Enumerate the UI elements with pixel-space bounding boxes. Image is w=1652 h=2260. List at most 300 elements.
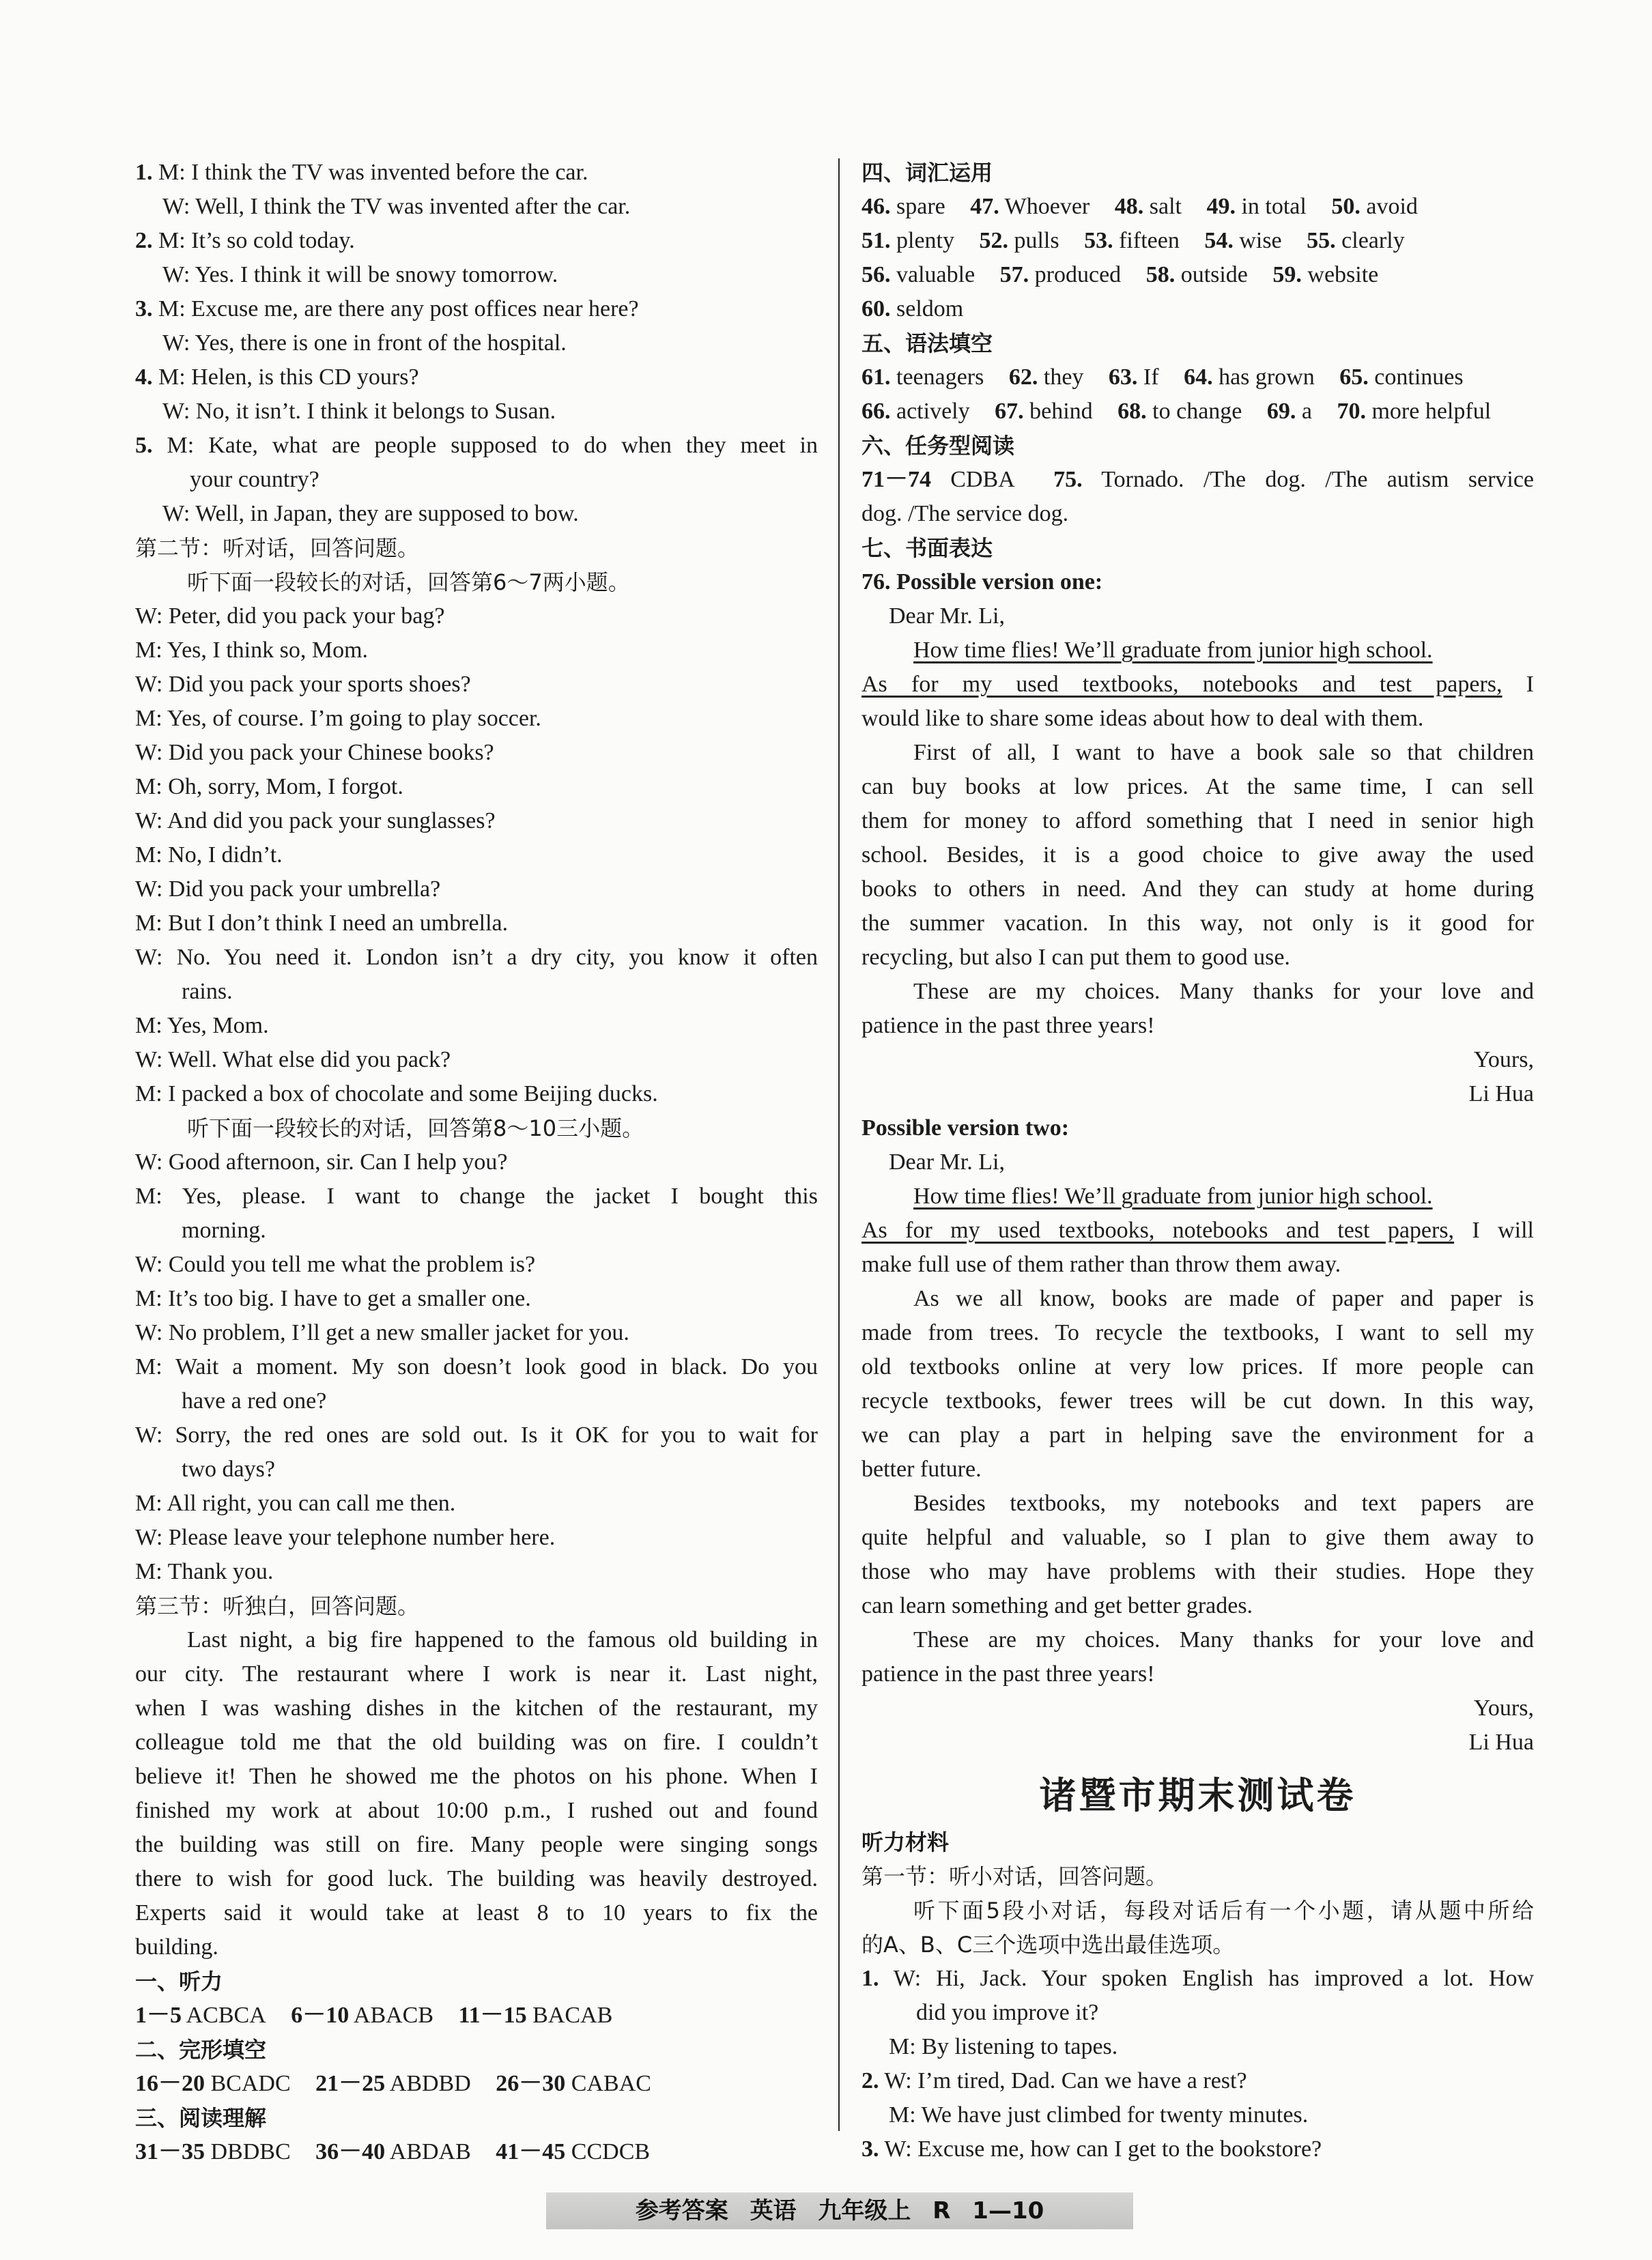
line-text: two days?: [182, 1457, 275, 1482]
answer-value: If: [1143, 364, 1159, 390]
answer-item: [496, 2071, 651, 2096]
answer-item: [1337, 399, 1491, 424]
text-line: [861, 1043, 1534, 1077]
text-line: [861, 1893, 1534, 1928]
line-text: 六、任务型阅读: [861, 433, 1015, 459]
answer-item: [1053, 467, 1534, 492]
text-line: [861, 804, 1534, 838]
answer-number: 49.: [1206, 194, 1236, 219]
answer-number: 36－40: [315, 2139, 386, 2164]
text-line: [135, 1726, 818, 1760]
answer-number: 75.: [1053, 467, 1083, 492]
text-line: [135, 1282, 818, 1316]
text-line: [861, 565, 1534, 599]
left-column: [135, 156, 818, 2169]
answer-item: [861, 467, 1015, 492]
text-line: [861, 770, 1534, 804]
answer-number: 67.: [995, 399, 1024, 424]
line-text: school. Besides, it is a good choice to give away the used: [861, 842, 1534, 868]
answer-value: salt: [1149, 194, 1182, 219]
answer-item: [1184, 364, 1315, 390]
text-line: [135, 1009, 818, 1043]
answer-number: 58.: [1145, 262, 1176, 287]
section-heading: [135, 1964, 818, 1999]
line-text: Possible version two:: [861, 1115, 1070, 1141]
section-heading: [861, 326, 1534, 360]
answer-value: plenty: [896, 228, 954, 253]
text-line: [135, 1760, 818, 1794]
answer-item: [1117, 399, 1242, 424]
answer-row: [861, 395, 1534, 429]
text-line: [861, 1657, 1534, 1691]
answer-item: [861, 228, 954, 253]
line-tail: I will: [1454, 1218, 1534, 1243]
answer-number: 64.: [1184, 364, 1213, 390]
answer-value: fifteen: [1119, 228, 1180, 253]
line-text: believe it! Then he showed me the photos on his phone. When I: [135, 1764, 818, 1789]
line-text: W: Well, I think the TV was invented after the car.: [162, 194, 631, 219]
answer-row: [135, 2067, 818, 2101]
line-text: our city. The restaurant where I work is near it. Last night,: [135, 1661, 818, 1687]
text-line: [135, 1862, 818, 1896]
answer-item: [1115, 194, 1182, 219]
text-line: [135, 1316, 818, 1350]
text-line: [135, 1589, 818, 1623]
line-tail: I: [1502, 672, 1534, 697]
line-text: 76. Possible version one:: [861, 569, 1103, 595]
line-text: W: Did you pack your sports shoes?: [135, 672, 471, 697]
line-text: M: No, I didn’t.: [135, 842, 283, 868]
line-text: M: Yes, of course. I’m going to play soccer.: [135, 706, 541, 731]
answer-item: [861, 296, 963, 321]
line-text: M: Kate, what are people supposed to do when they meet in: [167, 433, 818, 458]
line-text: M: It’s too big. I have to get a smaller one.: [135, 1286, 531, 1311]
item-number: 5.: [135, 433, 153, 458]
text-line: [135, 156, 818, 190]
line-text: morning.: [182, 1218, 266, 1243]
text-line: [861, 1350, 1534, 1384]
line-text: W: Excuse me, how can I get to the bookstore?: [884, 2136, 1322, 2162]
line-text: As for my used textbooks, notebooks and test papers,: [861, 1218, 1455, 1243]
answer-value: pulls: [1014, 228, 1059, 253]
answer-value: ABACB: [353, 2003, 434, 2028]
line-text: 听下面一段较长的对话，回答第6～7两小题。: [187, 569, 630, 595]
answer-item: [1000, 262, 1122, 287]
line-text: W: And did you pack your sunglasses?: [135, 808, 496, 833]
line-text: Last night, a big fire happened to the famous old building in: [187, 1627, 818, 1653]
text-line: [135, 463, 818, 497]
answer-number: 69.: [1266, 399, 1296, 424]
answer-item: [861, 399, 970, 424]
answer-item: [861, 194, 945, 219]
answer-number: 31－35: [135, 2139, 205, 2164]
answer-number: 11－15: [458, 2003, 527, 2028]
line-text: patience in the past three years!: [861, 1013, 1155, 1038]
answer-row: [135, 1999, 818, 2033]
text-line: [861, 1009, 1534, 1043]
text-line: [135, 190, 818, 224]
line-text: we can play a part in helping save the environment for a: [861, 1422, 1534, 1448]
answer-value: ABDAB: [389, 2139, 471, 2164]
text-line: [135, 1623, 818, 1657]
answer-number: 50.: [1331, 194, 1361, 219]
line-text: 四、词汇运用: [861, 160, 993, 186]
text-line: [135, 770, 818, 804]
answer-number: 51.: [861, 228, 891, 253]
line-text: How time flies! We’ll graduate from junior high school.: [913, 638, 1433, 663]
item-number: 1.: [861, 1966, 879, 1991]
line-text: As we all know, books are made of paper and paper is: [913, 1286, 1534, 1311]
answer-value: behind: [1029, 399, 1093, 424]
line-text: would like to share some ideas about how to deal with them.: [861, 706, 1424, 731]
answer-item: [1109, 364, 1159, 390]
answer-value: valuable: [896, 262, 975, 287]
line-text: them for money to afford something that I need in senior high: [861, 808, 1534, 833]
answer-number: 65.: [1339, 364, 1369, 390]
answer-number: 54.: [1204, 228, 1234, 253]
text-line: [135, 1179, 818, 1214]
answer-item: [861, 262, 975, 287]
item-number: 3.: [861, 2136, 879, 2162]
text-line: [135, 258, 818, 292]
answer-row: [861, 360, 1534, 395]
answer-item: [979, 228, 1059, 253]
text-line: [135, 1555, 818, 1589]
line-text: Li Hua: [1468, 1730, 1534, 1755]
answer-row: [861, 292, 1534, 326]
line-text: patience in the past three years!: [861, 1661, 1155, 1687]
line-text: those who may have problems with their studies. Hope they: [861, 1559, 1534, 1584]
text-line: [135, 736, 818, 770]
text-line: [861, 1248, 1534, 1282]
text-line: [861, 1145, 1534, 1179]
line-text: M: I packed a box of chocolate and some Beijing ducks.: [135, 1081, 658, 1106]
answer-number: 55.: [1307, 228, 1336, 253]
line-text: W: Well, in Japan, they are supposed to bow.: [162, 501, 579, 526]
answer-value: outside: [1180, 262, 1248, 287]
text-line: [135, 395, 818, 429]
text-line: [861, 497, 1534, 531]
answer-item: [496, 2139, 650, 2164]
line-text: W: Good afternoon, sir. Can I help you?: [135, 1149, 508, 1175]
text-line: [135, 1691, 818, 1726]
answer-value: CABAC: [571, 2071, 651, 2096]
answer-number: 1－5: [135, 2003, 182, 2028]
text-line: [135, 668, 818, 702]
answer-number: 56.: [861, 262, 891, 287]
answer-item: [315, 2139, 471, 2164]
line-text: 第三节：听独白，回答问题。: [135, 1593, 420, 1619]
item-number: 2.: [135, 228, 153, 253]
line-text: W: I’m tired, Dad. Can we have a rest?: [884, 2068, 1247, 2093]
line-text: M: Yes, Mom.: [135, 1013, 269, 1038]
text-line: [135, 360, 818, 395]
answer-row: [861, 258, 1534, 292]
item-number: 3.: [135, 296, 153, 321]
answer-item: [1204, 228, 1281, 253]
answer-value: BACAB: [532, 2003, 613, 2028]
line-text: W: Well. What else did you pack?: [135, 1047, 451, 1072]
line-text: M: Wait a moment. My son doesn’t look good in black. Do you: [135, 1354, 818, 1379]
line-text: have a red one?: [182, 1388, 327, 1414]
line-text: W: No. You need it. London isn’t a dry city, you know it often: [135, 945, 818, 970]
text-line: [135, 1248, 818, 1282]
line-text: Yours,: [1473, 1047, 1534, 1072]
text-line: [861, 1859, 1534, 1893]
line-text: dog. /The service dog.: [861, 501, 1069, 526]
answer-number: 70.: [1337, 399, 1366, 424]
answer-item: [135, 2003, 266, 2028]
answer-item: [861, 364, 984, 390]
text-line: [135, 1453, 818, 1487]
answer-number: 57.: [999, 262, 1029, 287]
text-line: [135, 1111, 818, 1145]
text-line: [861, 599, 1534, 633]
line-text: your country?: [190, 467, 319, 492]
answer-value: spare: [896, 194, 945, 219]
answer-number: 62.: [1008, 364, 1038, 390]
answer-value: Tornado. /The dog. /The autism service: [1101, 467, 1535, 492]
answer-number: 6－10: [291, 2003, 350, 2028]
line-text: recycling, but also I can put them to good use.: [861, 945, 1290, 970]
answer-item: [1331, 194, 1418, 219]
line-text: M: All right, you can call me then.: [135, 1491, 456, 1516]
text-line: [861, 1282, 1534, 1316]
text-line: [135, 224, 818, 258]
answer-value: teenagers: [896, 364, 984, 390]
line-text: Li Hua: [1468, 1081, 1534, 1106]
answer-value: BCADC: [210, 2071, 291, 2096]
line-text: W: No problem, I’ll get a new smaller jacket for you.: [135, 1320, 629, 1345]
text-line: [861, 872, 1534, 906]
text-line: [861, 1691, 1534, 1726]
answer-item: [1267, 399, 1312, 424]
text-line: [135, 702, 818, 736]
footer-grade: 九年级上: [818, 2197, 911, 2225]
footer-page: 1—10: [972, 2197, 1044, 2225]
line-text: when I was washing dishes in the kitchen of the restaurant, my: [135, 1696, 818, 1721]
text-line: [135, 1794, 818, 1828]
answer-value: they: [1043, 364, 1084, 390]
section-heading: [861, 531, 1534, 565]
answer-number: 41－45: [496, 2139, 566, 2164]
text-line: [135, 1487, 818, 1521]
line-text: colleague told me that the old building was on fire. I couldn’t: [135, 1730, 818, 1755]
answer-value: has grown: [1219, 364, 1315, 390]
footer-label: 参考答案: [635, 2197, 728, 2225]
text-line: [135, 565, 818, 599]
text-line: [861, 1589, 1534, 1623]
answer-number: 21－25: [315, 2071, 386, 2096]
line-text: M: Oh, sorry, Mom, I forgot.: [135, 774, 403, 799]
line-text: the building was still on fire. Many people were singing songs: [135, 1832, 818, 1857]
line-text: 听下面一段较长的对话，回答第8～10三小题。: [187, 1115, 644, 1141]
line-text: How time flies! We’ll graduate from junior high school.: [913, 1184, 1433, 1209]
answer-value: more helpful: [1371, 399, 1492, 424]
line-text: W: Yes, there is one in front of the hospital.: [162, 330, 567, 356]
line-text: 五、语法填空: [861, 330, 993, 356]
line-text: W: Did you pack your umbrella?: [135, 876, 441, 902]
text-line: [861, 2098, 1534, 2132]
line-text: W: Could you tell me what the problem is?: [135, 1252, 536, 1277]
text-line: [861, 668, 1534, 702]
line-text: W: Yes. I think it will be snowy tomorrow.: [162, 262, 558, 287]
line-text: 三、阅读理解: [135, 2105, 267, 2131]
column-divider: [838, 158, 840, 2131]
line-text: W: Peter, did you pack your bag?: [135, 603, 445, 629]
answer-value: continues: [1374, 364, 1464, 390]
answer-item: [1307, 228, 1405, 253]
answer-value: a: [1301, 399, 1312, 424]
line-text: can learn something and get better grades.: [861, 1593, 1253, 1618]
line-text: First of all, I want to have a book sale so that children: [913, 740, 1534, 765]
item-number: 4.: [135, 364, 153, 390]
line-text: M: Excuse me, are there any post offices near here?: [158, 296, 639, 321]
text-line: [135, 599, 818, 633]
section-heading: [861, 1825, 1534, 1859]
answer-number: 16－20: [135, 2071, 205, 2096]
text-line: [135, 1896, 818, 1930]
footer-bar: [546, 2192, 1133, 2229]
answer-value: Whoever: [1004, 194, 1090, 219]
section-heading: [861, 156, 1534, 190]
line-text: M: Yes, I think so, Mom.: [135, 638, 369, 663]
line-text: 第二节：听对话，回答问题。: [135, 535, 420, 561]
line-text: These are my choices. Many thanks for your love and: [913, 1627, 1534, 1653]
answer-value: produced: [1034, 262, 1122, 287]
text-line: [861, 1077, 1534, 1111]
answer-value: to change: [1152, 399, 1242, 424]
answer-item: [291, 2003, 433, 2028]
text-line: [135, 1214, 818, 1248]
text-line: [135, 429, 818, 463]
text-line: [861, 1418, 1534, 1453]
text-line: [135, 906, 818, 941]
line-text: rains.: [182, 979, 233, 1004]
text-line: [861, 1453, 1534, 1487]
text-line: [861, 906, 1534, 941]
line-text: M: Yes, please. I want to change the jacket I bought this: [135, 1184, 818, 1209]
text-line: [861, 736, 1534, 770]
answer-value: clearly: [1341, 228, 1405, 253]
text-line: [135, 1043, 818, 1077]
text-line: [135, 838, 818, 872]
line-text: can buy books at low prices. At the same time, I can sell: [861, 774, 1534, 799]
line-text: old textbooks online at very low prices. If more people can: [861, 1354, 1534, 1379]
line-text: W: Sorry, the red ones are sold out. Is it OK for you to wait for: [135, 1422, 818, 1448]
section-heading: [861, 429, 1534, 463]
section-heading: [135, 2101, 818, 2135]
line-text: Besides textbooks, my notebooks and text papers are: [913, 1491, 1534, 1516]
line-text: 的A、B、C三个选项中选出最佳选项。: [861, 1932, 1235, 1958]
text-line: [861, 1521, 1534, 1555]
answer-value: in total: [1241, 194, 1307, 219]
text-line: [861, 2030, 1534, 2064]
text-line: [135, 1077, 818, 1111]
answer-row: [861, 224, 1534, 258]
text-line: [861, 1928, 1534, 1962]
answer-number: 68.: [1117, 399, 1147, 424]
line-text: M: By listening to tapes.: [889, 2034, 1118, 2059]
text-line: [861, 2132, 1534, 2166]
answer-value: avoid: [1366, 194, 1418, 219]
text-line: [135, 1828, 818, 1862]
text-line: [135, 633, 818, 668]
line-text: M: It’s so cold today.: [158, 228, 355, 253]
line-text: books to others in need. And they can study at home during: [861, 876, 1534, 902]
line-text: 一、听力: [135, 1969, 223, 1994]
text-line: [135, 1521, 818, 1555]
text-line: [135, 531, 818, 565]
line-text: recycle textbooks, fewer trees will be cut down. In this way,: [861, 1388, 1534, 1414]
line-text: better future.: [861, 1457, 982, 1482]
line-text: building.: [135, 1934, 218, 1960]
answer-number: 60.: [861, 296, 891, 321]
answer-item: [1339, 364, 1463, 390]
line-text: Dear Mr. Li,: [889, 603, 1005, 629]
item-number: 2.: [861, 2068, 879, 2093]
section-heading: [135, 2033, 818, 2067]
text-line: [861, 1384, 1534, 1418]
text-line: [861, 1179, 1534, 1214]
text-line: [135, 1350, 818, 1384]
text-line: [861, 1996, 1534, 2030]
text-line: [135, 1145, 818, 1179]
line-text: quite helpful and valuable, so I plan to give them away to: [861, 1525, 1534, 1550]
line-text: Experts said it would take at least 8 to 10 years to fix the: [135, 1900, 818, 1926]
text-line: [861, 1316, 1534, 1350]
text-line: [861, 1214, 1534, 1248]
text-line: [135, 941, 818, 975]
answer-item: [459, 2003, 613, 2028]
item-number: 1.: [135, 160, 153, 185]
line-text: M: But I don’t think I need an umbrella.: [135, 911, 509, 936]
answer-number: 61.: [861, 364, 891, 390]
answer-row: [861, 463, 1534, 497]
answer-value: wise: [1239, 228, 1282, 253]
line-text: the summer vacation. In this way, not only is it good for: [861, 911, 1534, 936]
line-text: W: Hi, Jack. Your spoken English has improved a lot. How: [893, 1966, 1534, 1991]
answer-value: seldom: [896, 296, 964, 321]
section-title: 诸暨市期末测试卷: [1039, 1774, 1356, 1817]
answer-value: ACBCA: [186, 2003, 266, 2028]
text-line: [861, 1726, 1534, 1760]
answer-item: [1206, 194, 1306, 219]
answer-row: [135, 2135, 818, 2169]
answer-number: 48.: [1114, 194, 1144, 219]
answer-value: actively: [896, 399, 970, 424]
line-text: finished my work at about 10:00 p.m., I rushed out and found: [135, 1798, 818, 1823]
answer-value: ABDBD: [389, 2071, 471, 2096]
text-line: [861, 1623, 1534, 1657]
answer-item: [1009, 364, 1084, 390]
answer-number: 53.: [1084, 228, 1113, 253]
text-line: [135, 1418, 818, 1453]
text-line: [135, 1657, 818, 1691]
answer-number: 63.: [1108, 364, 1138, 390]
line-text: M: We have just climbed for twenty minutes.: [889, 2102, 1309, 2128]
text-line: [861, 633, 1534, 668]
text-line: [861, 1487, 1534, 1521]
line-text: These are my choices. Many thanks for your love and: [913, 979, 1534, 1004]
answer-number: 46.: [861, 194, 891, 219]
text-line: [135, 975, 818, 1009]
line-text: M: Helen, is this CD yours?: [158, 364, 419, 390]
text-line: [135, 1930, 818, 1964]
answer-number: 52.: [979, 228, 1008, 253]
text-line: [861, 838, 1534, 872]
line-text: 第一节：听小对话，回答问题。: [861, 1863, 1168, 1889]
